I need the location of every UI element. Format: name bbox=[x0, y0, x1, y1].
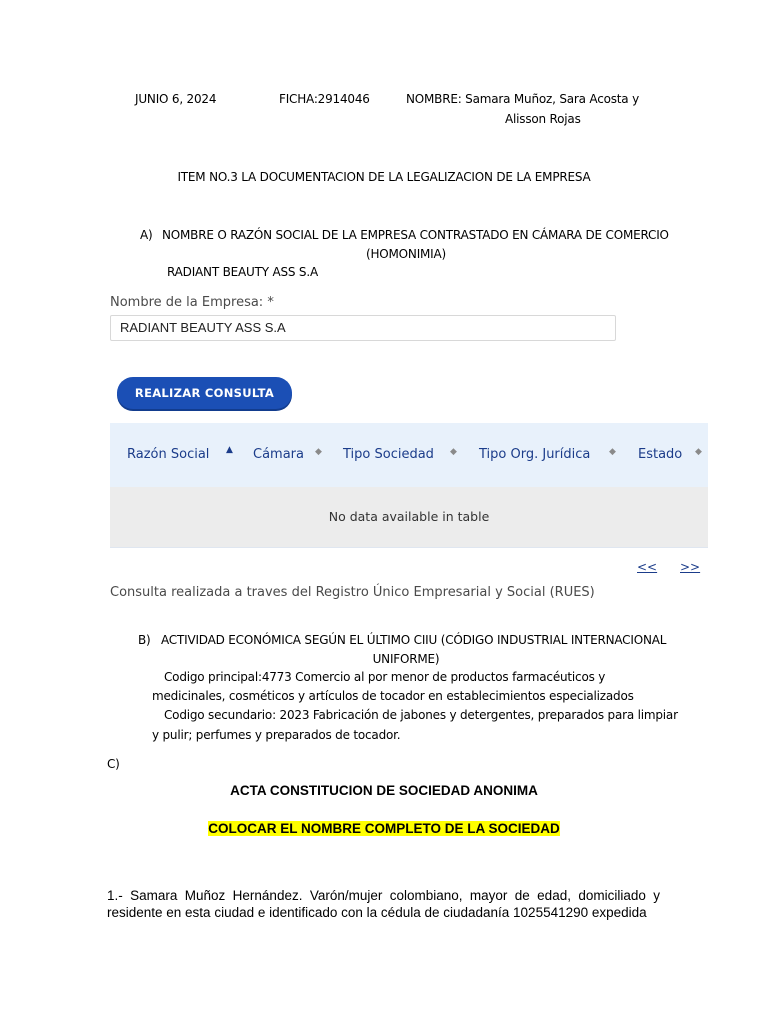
date: JUNIO 6, 2024 bbox=[135, 92, 217, 106]
highlight-wrapper bbox=[0, 818, 768, 837]
column-razon-social[interactable]: Razón Social bbox=[127, 447, 210, 462]
empty-table-message: No data available in table bbox=[328, 509, 490, 524]
sort-asc-icon[interactable]: ▲ bbox=[226, 445, 233, 455]
item-title: ITEM NO.3 LA DOCUMENTACION DE LA LEGALIZACION DE LA EMPRESA bbox=[177, 170, 591, 184]
nombre-line-1: NOMBRE: Samara Muñoz, Sara Acosta y bbox=[406, 92, 639, 106]
results-table-body bbox=[110, 487, 708, 548]
company-name-placeholder: COLOCAR EL NOMBRE COMPLETO DE LA SOCIEDAD bbox=[208, 821, 560, 836]
sort-icon[interactable]: ◆ bbox=[695, 447, 702, 457]
section-b-title-line-2: UNIFORME) bbox=[372, 652, 440, 666]
company-name: RADIANT BEAUTY ASS S.A bbox=[167, 265, 318, 279]
results-table-header bbox=[110, 423, 708, 487]
codigo-secundario-line-2: y pulir; perfumes y preparados de tocador. bbox=[152, 728, 401, 742]
section-a-title-line-2: (HOMONIMIA) bbox=[365, 247, 447, 261]
column-camara[interactable]: Cámara bbox=[253, 447, 304, 462]
rues-caption: Consulta realizada a traves del Registro Único Empresarial y Social (RUES) bbox=[110, 585, 595, 600]
column-tipo-org-juridica[interactable]: Tipo Org. Jurídica bbox=[479, 447, 591, 462]
ficha: FICHA:2914046 bbox=[279, 92, 370, 106]
column-estado[interactable]: Estado bbox=[638, 447, 683, 462]
prev-page-link[interactable]: << bbox=[637, 560, 658, 574]
codigo-secundario-line-1: Codigo secundario: 2023 Fabricación de jabones y detergentes, preparados para limpiar bbox=[164, 708, 678, 722]
section-a-label: A) bbox=[140, 228, 153, 242]
next-page-link[interactable]: >> bbox=[680, 560, 701, 574]
sort-icon[interactable]: ◆ bbox=[450, 447, 457, 457]
sort-icon[interactable]: ◆ bbox=[609, 447, 616, 457]
sort-icon[interactable]: ◆ bbox=[315, 447, 322, 457]
section-c-label: C) bbox=[107, 757, 120, 771]
paragraph-line-2: residente en esta ciudad e identificado con la cédula de ciudadanía 1025541290 expedida bbox=[107, 905, 647, 920]
column-tipo-sociedad[interactable]: Tipo Sociedad bbox=[343, 447, 434, 462]
realizar-consulta-button[interactable]: REALIZAR CONSULTA bbox=[117, 377, 292, 409]
codigo-principal-line-1: Codigo principal:4773 Comercio al por menor de productos farmacéuticos y bbox=[164, 670, 606, 684]
nombre-line-2: Alisson Rojas bbox=[505, 112, 581, 126]
company-field-label: Nombre de la Empresa: * bbox=[110, 295, 274, 310]
acta-title: ACTA CONSTITUCION DE SOCIEDAD ANONIMA bbox=[230, 783, 538, 798]
section-b-title-line-1: ACTIVIDAD ECONÓMICA SEGÚN EL ÚLTIMO CIIU (CÓDIGO INDUSTRIAL INTERNACIONAL bbox=[161, 633, 667, 647]
paragraph-line-1: 1.- Samara Muñoz Hernández. Varón/mujer colombiano, mayor de edad, domiciliado y bbox=[107, 888, 660, 903]
section-a-title-line-1: NOMBRE O RAZÓN SOCIAL DE LA EMPRESA CONTRASTADO EN CÁMARA DE COMERCIO bbox=[162, 228, 669, 242]
codigo-principal-line-2: medicinales, cosméticos y artículos de tocador en establecimientos especializados bbox=[152, 689, 634, 703]
section-b-label: B) bbox=[138, 633, 151, 647]
company-name-input[interactable]: RADIANT BEAUTY ASS S.A bbox=[110, 315, 616, 341]
